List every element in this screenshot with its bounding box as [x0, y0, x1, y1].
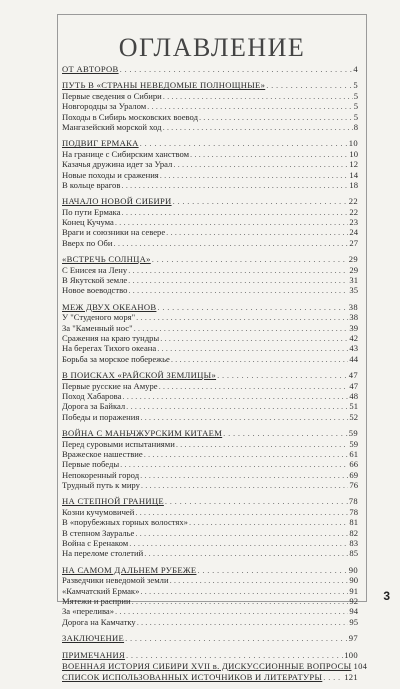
entry-page-number: 23 — [349, 217, 358, 228]
toc-section-heading[interactable] — [62, 496, 358, 506]
entry-title: ПОДВИГ ЕРМАКА — [62, 138, 139, 149]
entry-page-number: 48 — [349, 390, 358, 401]
entry-title: СПИСОК ИСПОЛЬЗОВАННЫХ ИСТОЧНИКОВ И ЛИТЕРАТУРЫ — [62, 671, 323, 682]
entry-page-number: 92 — [349, 595, 358, 606]
toc-item[interactable] — [62, 606, 358, 616]
toc-section-heading[interactable] — [62, 80, 358, 90]
leader-dots — [171, 354, 349, 364]
toc-item[interactable] — [62, 122, 358, 132]
entry-page-number: 35 — [349, 285, 358, 296]
entry-page-number: 104 — [353, 660, 368, 671]
entry-page-number: 5 — [353, 101, 358, 112]
entry-page-number: 91 — [349, 585, 358, 596]
entry-title: НА СТЕПНОЙ ГРАНИЦЕ — [62, 496, 164, 507]
entry-page-number: 97 — [348, 633, 358, 644]
toc-item[interactable] — [62, 170, 358, 180]
leader-dots — [170, 575, 349, 585]
entry-title: Козни кучумовичей — [62, 506, 135, 517]
leader-dots — [157, 343, 348, 353]
entry-page-number: 51 — [349, 401, 358, 412]
entry-page-number: 5 — [353, 80, 358, 91]
toc-final-entry[interactable] — [62, 672, 358, 683]
entry-title: ОТ АВТОРОВ — [62, 64, 119, 74]
entry-title: Первые сведения о Сибири — [62, 90, 162, 101]
leader-dots — [121, 180, 348, 190]
entry-page-number: 95 — [349, 616, 358, 627]
toc-section-heading[interactable] — [62, 428, 358, 438]
page-title: ОГЛАВЛЕНИЕ — [118, 33, 306, 62]
leader-dots — [122, 207, 349, 217]
leader-dots — [128, 275, 348, 285]
toc-item[interactable] — [62, 91, 358, 101]
toc-item[interactable] — [62, 449, 358, 459]
leader-dots — [126, 650, 343, 661]
entry-page-number: 47 — [348, 370, 358, 381]
leader-dots — [115, 217, 349, 227]
entry-page-number: 27 — [349, 237, 358, 248]
toc-section — [62, 254, 358, 296]
entry-page-number: 42 — [349, 332, 358, 343]
entry-page-number: 90 — [349, 575, 358, 586]
leader-dots — [140, 412, 348, 422]
entry-title: С Енисея на Лену — [62, 264, 128, 275]
toc-item[interactable] — [62, 391, 358, 401]
toc-item[interactable] — [62, 180, 358, 190]
entry-title: Мангазейский морской ход — [62, 121, 162, 132]
leader-dots — [122, 391, 348, 401]
leader-dots — [144, 449, 349, 459]
entry-title: За "Каменный нос" — [62, 322, 133, 333]
leader-dots — [129, 538, 348, 548]
toc-item[interactable] — [62, 459, 358, 469]
entry-page-number: 121 — [344, 671, 358, 682]
entry-title: ПРИМЕЧАНИЯ — [62, 649, 126, 660]
entry-title: Победы и поражения — [62, 411, 140, 422]
toc-section — [62, 496, 358, 558]
entry-title: ПУТЬ В «СТРАНЫ НЕВЕДОМЫЕ ПОЛНОЩНЫЕ» — [62, 80, 266, 91]
leader-dots — [147, 101, 353, 111]
entry-title: За «перелива» — [62, 606, 115, 617]
entry-page-number: 8 — [353, 121, 358, 132]
toc-item[interactable] — [62, 354, 358, 364]
entry-page-number: 44 — [349, 353, 358, 364]
entry-page-number: 5 — [353, 111, 358, 122]
entry-page-number: 18 — [349, 179, 358, 190]
entry-page-number: 59 — [348, 428, 358, 439]
entry-title: Новгородцы за Уралом — [62, 101, 147, 112]
toc-item[interactable] — [62, 575, 358, 585]
entry-page-number: 29 — [348, 254, 358, 265]
leader-dots — [152, 254, 348, 264]
toc-item[interactable] — [62, 285, 358, 295]
leader-dots — [165, 496, 348, 506]
toc-section — [62, 80, 358, 132]
leader-dots — [197, 565, 347, 575]
leader-dots — [159, 381, 349, 391]
entry-title: ВОЙНА С МАНЬЧЖУРСКИМ КИТАЕМ — [62, 428, 223, 439]
leader-dots — [176, 439, 349, 449]
entry-page-number: 38 — [348, 301, 358, 312]
leader-dots — [140, 586, 348, 596]
entry-page-number: 10 — [349, 148, 358, 159]
leader-dots — [217, 370, 348, 380]
leader-dots — [160, 333, 348, 343]
entry-title: В степном Зауралье — [62, 527, 135, 538]
entry-title: Сражения на краю тундры — [62, 332, 160, 343]
toc-item[interactable] — [62, 149, 358, 159]
toc-section-heading[interactable] — [62, 254, 358, 264]
toc-section-heading[interactable] — [62, 370, 358, 380]
toc-section — [62, 64, 358, 74]
toc-item[interactable] — [62, 517, 358, 527]
leader-dots — [125, 633, 348, 643]
entry-title: Мятежи и расприи — [62, 595, 131, 606]
entry-page-number: 38 — [349, 312, 358, 323]
leader-dots — [135, 507, 348, 517]
entry-title: Конец Кучума — [62, 217, 114, 228]
toc-section — [62, 302, 358, 364]
toc-item[interactable] — [62, 381, 358, 391]
leader-dots — [126, 401, 348, 411]
entry-page-number: 94 — [349, 606, 358, 617]
leader-dots — [120, 64, 353, 74]
leader-dots — [141, 480, 348, 490]
toc-section-heading[interactable] — [62, 302, 358, 312]
entry-title: Дорога на Камчатку — [62, 616, 136, 627]
toc-item[interactable] — [62, 401, 358, 411]
entry-page-number: 69 — [349, 469, 358, 480]
toc-item[interactable] — [62, 323, 358, 333]
entry-title: Война с Еренаком — [62, 538, 129, 549]
leader-dots — [223, 428, 348, 438]
leader-dots — [163, 91, 353, 101]
toc-item[interactable] — [62, 343, 358, 353]
entry-title: Перед суровыми испытаниями — [62, 438, 175, 449]
entry-title: «Камчатский Ермак» — [62, 585, 140, 596]
entry-page-number: 43 — [349, 343, 358, 354]
toc-item[interactable] — [62, 227, 358, 237]
leader-dots — [134, 323, 349, 333]
toc-item[interactable] — [62, 507, 358, 517]
entry-page-number: 66 — [349, 459, 358, 470]
toc-final-entry[interactable] — [62, 660, 368, 672]
entry-title: МЕЖ ДВУХ ОКЕАНОВ — [62, 301, 157, 312]
entry-title: Борьба за морское побережье — [62, 353, 170, 364]
toc-section-heading[interactable] — [62, 565, 358, 575]
entry-page-number: 5 — [353, 90, 358, 101]
entry-title: Разведчики неведомой земли — [62, 575, 169, 586]
leader-dots — [120, 459, 348, 469]
leader-dots — [163, 122, 353, 132]
entry-title: На переломе столетий — [62, 548, 144, 559]
entry-page-number: 85 — [349, 548, 358, 559]
entry-page-number: 22 — [349, 206, 358, 217]
entry-page-number: 47 — [349, 380, 358, 391]
toc-section — [62, 370, 358, 422]
toc-section — [62, 565, 358, 627]
entry-title: У "Студеного моря" — [62, 312, 136, 323]
toc-item[interactable] — [62, 548, 358, 558]
leader-dots — [157, 302, 347, 312]
leader-dots — [135, 528, 348, 538]
toc-section — [62, 633, 358, 643]
leader-dots — [137, 617, 349, 627]
entry-title: ЗАКЛЮЧЕНИЕ — [62, 633, 125, 644]
entry-page-number: 52 — [349, 411, 358, 422]
entry-title: В «порубежных горных волостях» — [62, 517, 188, 528]
entry-page-number: 4 — [353, 64, 358, 74]
leader-dots — [189, 517, 348, 527]
entry-page-number: 82 — [349, 527, 358, 538]
leader-dots — [114, 238, 349, 248]
leader-dots — [173, 196, 348, 206]
leader-dots — [136, 312, 348, 322]
toc-item[interactable] — [62, 528, 358, 538]
entry-title: НАЧАЛО НОВОЙ СИБИРИ — [62, 196, 172, 207]
entry-title: «ВСТРЕЧЬ СОЛНЦА» — [62, 254, 151, 265]
entry-title: Поход Хабарова — [62, 390, 122, 401]
entry-title: В кольце врагов — [62, 179, 121, 190]
leader-dots — [140, 470, 348, 480]
toc-item[interactable] — [62, 333, 358, 343]
entry-title: Казачья дружина идет за Урал — [62, 159, 173, 170]
leader-dots — [173, 159, 348, 169]
toc-item[interactable] — [62, 439, 358, 449]
toc-item[interactable] — [62, 538, 358, 548]
entry-title: Непокоренный город — [62, 469, 140, 480]
toc-item[interactable] — [62, 217, 358, 227]
toc-section — [62, 196, 358, 248]
toc-item[interactable] — [62, 312, 358, 322]
entry-title: По пути Ермака — [62, 206, 121, 217]
toc-item[interactable] — [62, 470, 358, 480]
leader-dots — [128, 265, 348, 275]
entry-title: Вражеское нашествие — [62, 448, 143, 459]
toc-item[interactable] — [62, 238, 358, 248]
toc-item[interactable] — [62, 265, 358, 275]
leader-dots — [190, 149, 348, 159]
entry-title: Вверх по Оби — [62, 237, 113, 248]
leader-dots — [266, 80, 352, 90]
toc-final-section — [62, 649, 368, 683]
entry-page-number: 76 — [349, 480, 358, 491]
entry-title: Новое воеводство — [62, 285, 128, 296]
entry-page-number: 83 — [349, 538, 358, 549]
page-number: 3 — [383, 589, 390, 603]
entry-page-number: 29 — [349, 264, 358, 275]
entry-title: В Якутской земле — [62, 275, 128, 286]
toc-item[interactable] — [62, 207, 358, 217]
leader-dots — [199, 112, 353, 122]
toc-item[interactable] — [62, 412, 358, 422]
leader-dots — [166, 227, 348, 237]
toc-item[interactable] — [62, 101, 358, 111]
entry-page-number: 90 — [348, 564, 358, 575]
entry-title: НА САМОМ ДАЛЬНЕМ РУБЕЖЕ — [62, 564, 197, 575]
toc-item[interactable] — [62, 586, 358, 596]
leader-dots — [132, 596, 349, 606]
entry-title: На границе с Сибирским ханством — [62, 148, 190, 159]
entry-title: Первые победы — [62, 459, 120, 470]
entry-page-number: 78 — [348, 496, 358, 507]
toc-section — [62, 428, 358, 490]
entry-page-number: 24 — [349, 227, 358, 238]
entry-title: Враги и союзники на севере — [62, 227, 166, 238]
toc-section-heading[interactable] — [62, 633, 358, 643]
toc-section-heading[interactable] — [62, 64, 358, 74]
leader-dots — [160, 170, 349, 180]
toc-final-entry[interactable] — [62, 650, 358, 661]
entry-page-number: 39 — [349, 322, 358, 333]
toc-section-heading[interactable] — [62, 138, 358, 148]
toc-item[interactable] — [62, 596, 358, 606]
entry-title: На берегах Тихого океана — [62, 343, 157, 354]
leader-dots — [128, 285, 348, 295]
entry-page-number: 81 — [349, 517, 358, 528]
entry-page-number: 61 — [349, 448, 358, 459]
entry-page-number: 100 — [344, 649, 358, 660]
entry-page-number: 14 — [349, 169, 358, 180]
entry-title: Дорога за Байкал — [62, 401, 126, 412]
toc-item[interactable] — [62, 480, 358, 490]
toc-section-heading[interactable] — [62, 196, 358, 206]
toc-section — [62, 138, 358, 190]
entry-page-number: 31 — [349, 275, 358, 286]
leader-dots — [323, 672, 343, 683]
table-of-contents — [62, 64, 368, 689]
toc-item[interactable] — [62, 617, 358, 627]
toc-item[interactable] — [62, 112, 358, 122]
entry-page-number: 78 — [349, 506, 358, 517]
entry-title: Новые походы и сражения — [62, 169, 159, 180]
entry-title: В ПОИСКАХ «РАЙСКОЙ ЗЕМЛИЦЫ» — [62, 370, 217, 381]
entry-page-number: 12 — [349, 159, 358, 170]
entry-page-number: 59 — [349, 438, 358, 449]
entry-title: Первые русские на Амуре — [62, 380, 158, 391]
leader-dots — [140, 138, 348, 148]
entry-title: Трудный путь к миру — [62, 480, 140, 491]
entry-page-number: 22 — [348, 196, 358, 207]
leader-dots — [144, 548, 348, 558]
entry-title: ВОЕННАЯ ИСТОРИЯ СИБИРИ XVII в. ДИСКУССИОННЫЕ ВОПРОСЫ — [62, 660, 352, 671]
entry-title: Походы в Сибирь московских воевод — [62, 111, 198, 122]
entry-page-number: 10 — [348, 138, 358, 149]
toc-item[interactable] — [62, 159, 358, 169]
leader-dots — [115, 606, 348, 616]
toc-item[interactable] — [62, 275, 358, 285]
